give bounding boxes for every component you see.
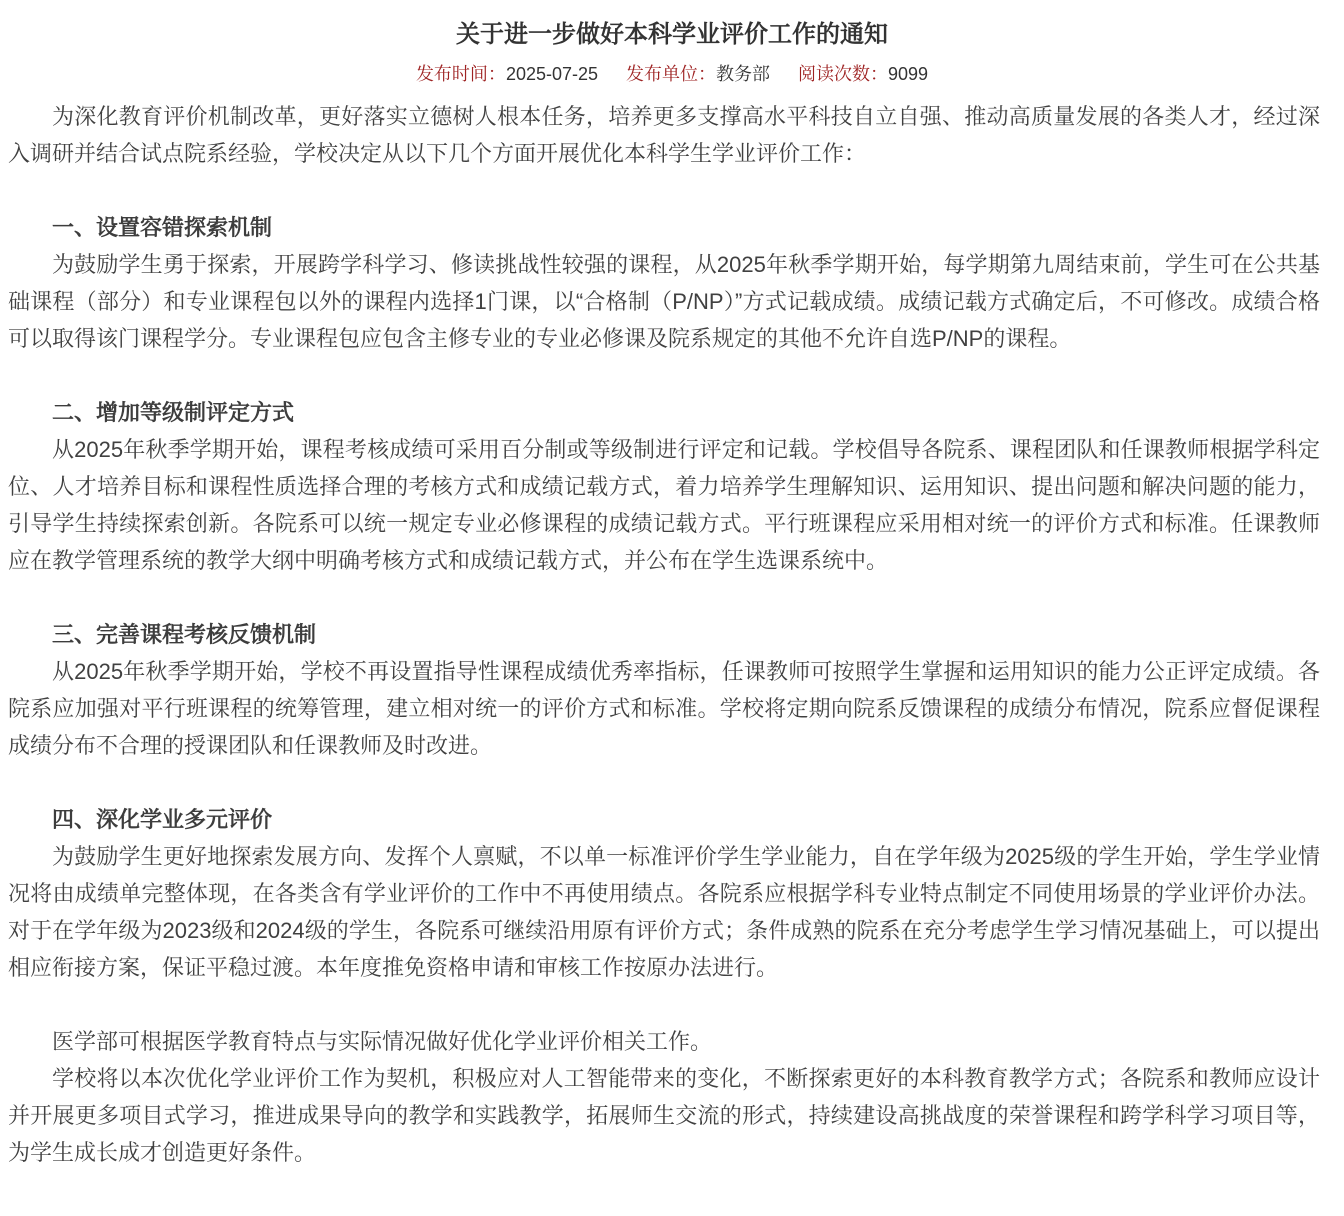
publish-time-value: 2025-07-25 [505, 64, 599, 84]
section-1-heading: 一、设置容错探索机制 [52, 215, 273, 240]
closing-paragraph-medical: 医学部可根据医学教育特点与实际情况做好优化学业评价相关工作。 [52, 1029, 713, 1054]
publish-unit-label: 发布单位： [626, 64, 717, 84]
publish-time [416, 64, 598, 84]
read-count-value: 9099 [888, 64, 929, 84]
section-1-paragraph: 为鼓励学生勇于探索，开展跨学科学习、修读挑战性较强的课程，从2025年秋季学期开始，每学期第九周结束前，学生可在公共基础课程（部分）和专业课程包以外的课程内选择1门课，以“合格制（P/NP）”方式记载成绩。成绩记载方式确定后，不可修改。成绩合格可以取得该门课程学分。专业课程包应包含主修专业的专业必修课及院系规定的其他不允许自选P/NP的课程。 [8, 252, 1320, 351]
section-2-heading: 二、增加等级制评定方式 [52, 400, 295, 425]
section-4-paragraph: 为鼓励学生更好地探索发展方向、发挥个人禀赋，不以单一标准评价学生学业能力，自在学年级为2025级的学生开始，学生学业情况将由成绩单完整体现，在各类含有学业评价的工作中不再使用绩点。各院系应根据学科专业特点制定不同使用场景的学业评价办法。对于在学年级为2023级和2024级的学生，各院系可继续沿用原有评价方式；条件成熟的院系在充分考虑学生学习情况基础上，可以提出相应衔接方案，保证平稳过渡。本年度推免资格申请和审核工作按原办法进行。 [8, 844, 1320, 980]
read-count [798, 64, 928, 84]
section-3-paragraph: 从2025年秋季学期开始，学校不再设置指导性课程成绩优秀率指标，任课教师可按照学生掌握和运用知识的能力公正评定成绩。各院系应加强对平行班课程的统筹管理，建立相对统一的评价方式和标准。学校将定期向院系反馈课程的成绩分布情况，院系应督促课程成绩分布不合理的授课团队和任课教师及时改进。 [8, 659, 1320, 758]
publish-unit-value: 教务部 [716, 64, 771, 84]
section-4-heading: 四、深化学业多元评价 [52, 807, 273, 832]
closing-paragraph-final: 学校将以本次优化学业评价工作为契机，积极应对人工智能带来的变化，不断探索更好的本科教育教学方式；各院系和教师应设计并开展更多项目式学习，推进成果导向的教学和实践教学，拓展师生交流的形式，持续建设高挑战度的荣誉课程和跨学科学习项目等，为学生成长成才创造更好条件。 [8, 1066, 1320, 1165]
section-3-heading: 三、完善课程考核反馈机制 [52, 622, 317, 647]
document-body [0, 98, 1344, 1171]
publish-time-label: 发布时间： [415, 64, 506, 84]
section-2-paragraph: 从2025年秋季学期开始，课程考核成绩可采用百分制或等级制进行评定和记载。学校倡导各院系、课程团队和任课教师根据学科定位、人才培养目标和课程性质选择合理的考核方式和成绩记载方式，着力培养学生理解知识、运用知识、提出问题和解决问题的能力，引导学生持续探索创新。各院系可以统一规定专业必修课程的成绩记载方式。平行班课程应采用相对统一的评价方式和标准。任课教师应在教学管理系统的教学大纲中明确考核方式和成绩记载方式，并公布在学生选课系统中。 [8, 437, 1320, 573]
page-title: 关于进一步做好本科学业评价工作的通知 [456, 21, 888, 48]
meta-bar [0, 62, 1344, 86]
read-count-label: 阅读次数： [798, 64, 889, 84]
publish-unit [626, 64, 770, 84]
intro-paragraph: 为深化教育评价机制改革，更好落实立德树人根本任务，培养更多支撑高水平科技自立自强、推动高质量发展的各类人才，经过深入调研并结合试点院系经验，学校决定从以下几个方面开展优化本科学生学业评价工作： [8, 104, 1320, 166]
